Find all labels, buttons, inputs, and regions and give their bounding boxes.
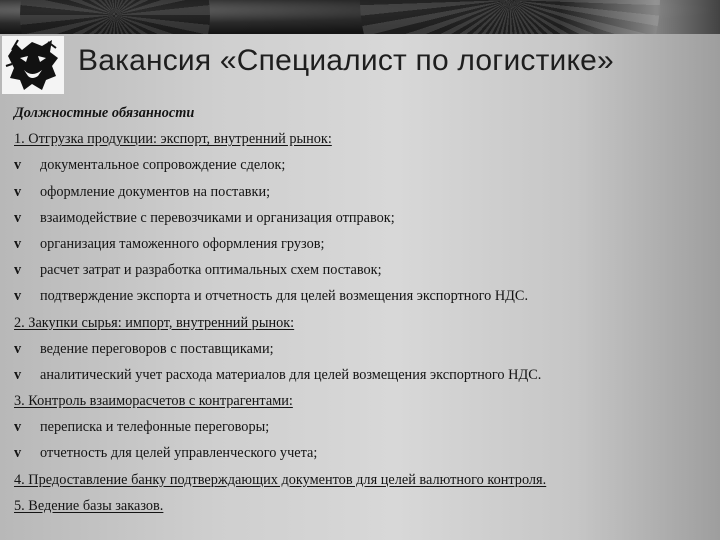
bullet-marker-icon: v [14, 445, 22, 462]
line-text: отчетность для целей управленческого учета; [40, 445, 318, 462]
line-text: ведение переговоров с поставщиками; [40, 340, 274, 357]
line-text: 3. Контроль взаиморасчетов с контрагентами: [14, 393, 293, 410]
banner-highlight [560, 0, 720, 34]
duty-section-item [14, 126, 714, 152]
bullet-marker-icon: v [14, 340, 22, 357]
gear-graphic [20, 0, 210, 34]
duties-heading: Должностные обязанности [14, 105, 195, 121]
line-text: 2. Закупки сырья: импорт, внутренний рынок: [14, 314, 295, 331]
duty-section-item [14, 493, 714, 519]
line-text: подтверждение экспорта и отчетность для целей возмещения экспортного НДС. [40, 288, 529, 305]
duty-section-item [14, 388, 714, 414]
duty-bullet-item [14, 283, 714, 309]
bullet-marker-icon: v [14, 183, 22, 200]
duties-list [14, 126, 714, 519]
line-text: оформление документов на поставки; [40, 183, 271, 200]
duty-bullet-item [14, 205, 714, 231]
duty-bullet-item [14, 362, 714, 388]
line-text: взаимодействие с перевозчиками и организация отправок; [40, 209, 395, 226]
panther-head-icon [2, 36, 64, 94]
panther-head-logo [2, 36, 64, 94]
bullet-marker-icon: v [14, 419, 22, 436]
line-text: организация таможенного оформления грузов; [40, 235, 325, 252]
duty-bullet-item [14, 336, 714, 362]
duty-bullet-item [14, 231, 714, 257]
slide-body [14, 100, 714, 519]
duty-bullet-item [14, 179, 714, 205]
slide-title: Вакансия «Специалист по логистике» [78, 44, 614, 77]
bullet-marker-icon: v [14, 209, 22, 226]
duty-bullet-item [14, 152, 714, 178]
header-banner-image [0, 0, 720, 34]
bullet-marker-icon: v [14, 366, 22, 383]
line-text: 1. Отгрузка продукции: экспорт, внутренний рынок: [14, 131, 332, 148]
duty-section-item [14, 467, 714, 493]
line-text: 5. Ведение базы заказов. [14, 497, 164, 514]
duty-bullet-item [14, 257, 714, 283]
bullet-marker-icon: v [14, 262, 22, 279]
line-text: расчет затрат и разработка оптимальных схем поставок; [40, 262, 382, 279]
line-text: документальное сопровождение сделок; [40, 157, 286, 174]
line-text: 4. Предоставление банку подтверждающих документов для целей валютного контроля. [14, 471, 547, 488]
bullet-marker-icon: v [14, 157, 22, 174]
duty-bullet-item [14, 440, 714, 466]
line-text: переписка и телефонные переговоры; [40, 419, 270, 436]
line-text: аналитический учет расхода материалов для целей возмещения экспортного НДС. [40, 366, 542, 383]
duty-section-item [14, 310, 714, 336]
bullet-marker-icon: v [14, 288, 22, 305]
bullet-marker-icon: v [14, 235, 22, 252]
duty-bullet-item [14, 414, 714, 440]
